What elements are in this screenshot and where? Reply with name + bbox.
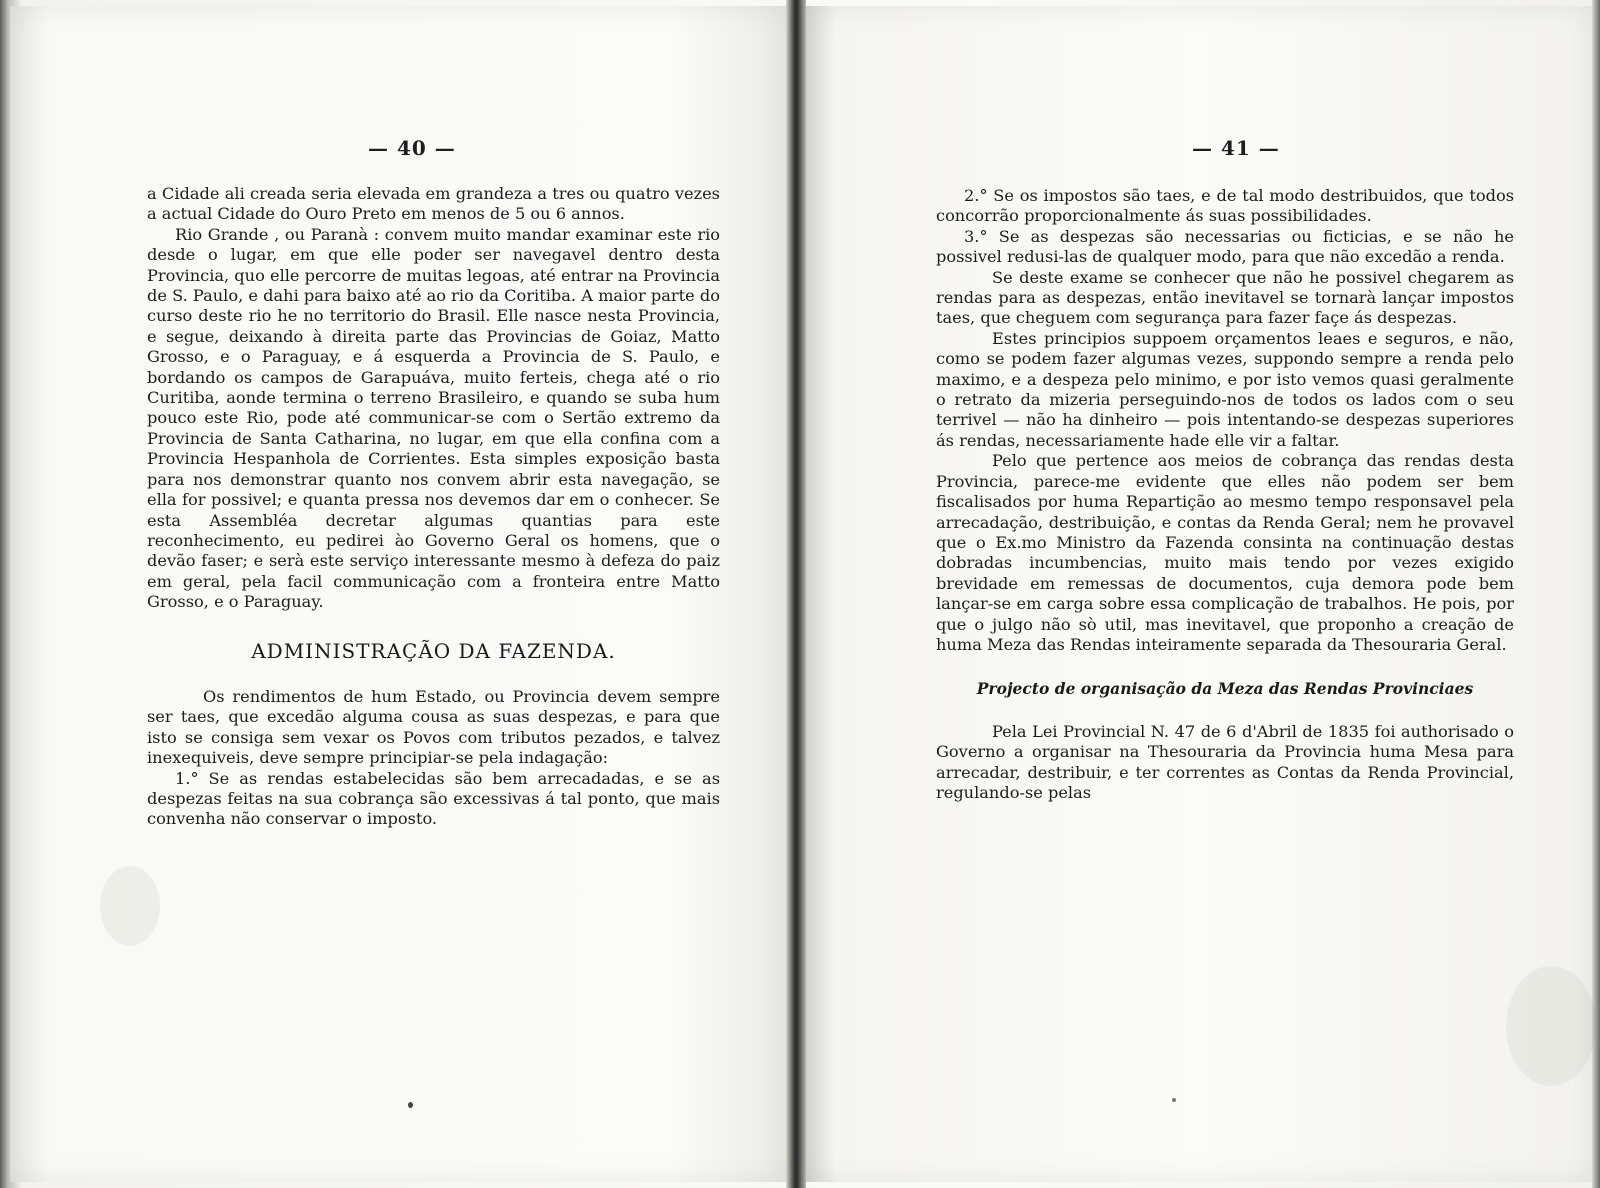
ink-dot <box>1172 1098 1176 1102</box>
paragraph: Pelo que pertence aos meios de cobrança das rendas desta Provincia, parece-me evidente que elles não podem ser bem fiscalisados por huma Repartição ao mesmo tempo responsavel pela arrecadação, destribuição, e contas da Renda Geral; nem he provavel que o Ex.mo Ministro da Fazenda consinta na continuação destas dobradas incumbencias, muito mais tendo por vezes exigido brevidade em remessas de documentos, cuja demora pode bem lançar-se em carga sobre essa complicação de trabalhos. He pois, por que o julgo não sò util, mas inevitavel, que proponho a creação de huma Meza das Rendas inteiramente separada da Thesouraria Geral. <box>936 451 1514 654</box>
paragraph: Os rendimentos de hum Estado, ou Provincia devem sempre ser taes, que excedão alguma cousa as suas despezas, e para que isto se consiga sem vexar os Povos com tributos pezados, e talvez inexequiveis, deve sempre principiar-se pela indagação: <box>147 686 720 768</box>
paragraph: 2.° Se os impostos são taes, e de tal modo destribuidos, que todos concorrão proporcionalmente ás suas possibilidades. <box>936 186 1514 226</box>
paragraph: a Cidade ali creada seria elevada em grandeza a tres ou quatro vezes a actual Cidade do Ouro Preto em menos de 5 ou 6 annos. <box>147 184 720 224</box>
paragraph: Se deste exame se conhecer que não he possivel chegarem as rendas para as despezas, então inevitavel se tornarà lançar impostos taes, que cheguem com segurança para fazer façe ás despezas. <box>936 267 1514 328</box>
section-subheading: Projecto de organisação da Meza das Rendas Provinciaes <box>976 679 1474 699</box>
page-number: — 41 — <box>1192 136 1280 160</box>
left-page <box>10 6 786 1182</box>
paragraph: 3.° Se as despezas são necessarias ou ficticias, e se não he possivel redusi-las de qualquer modo, para que não excedão a renda. <box>936 226 1514 267</box>
section-heading: ADMINISTRAÇÃO DA FAZENDA. <box>251 638 616 663</box>
paper-stain <box>1506 966 1596 1086</box>
ink-dot <box>408 1102 413 1108</box>
right-text-column <box>936 186 1514 803</box>
paper-stain <box>100 866 160 946</box>
paragraph: Estes principios suppoem orçamentos leaes e seguros, e não, como se podem fazer algumas vezes, suppondo sempre a renda pelo maximo, e a despeza pelo minimo, e por isto vemos quasi geralmente o retrato da mizeria perseguindo-nos de todos os lados com o seu terrivel — não ha dinheiro — pois intentando-se despezas superiores ás rendas, necessariamente hade elle vir a faltar. <box>936 328 1514 450</box>
paragraph: Pela Lei Provincial N. 47 de 6 d'Abril de 1835 foi authorisado o Governo a organisar na Thesouraria da Provincia huma Mesa para arrecadar, destribuir, e ter correntes as Contas da Renda Provincial, regulando-se pelas <box>936 721 1514 802</box>
left-text-column <box>147 184 720 830</box>
page-number: — 40 — <box>368 136 456 160</box>
paragraph: 1.° Se as rendas estabelecidas são bem arrecadadas, e se as despezas feitas na sua cobrança são excessivas á tal ponto, que mais convenha não conservar o imposto. <box>147 768 720 829</box>
book-gutter <box>786 0 806 1188</box>
paragraph: Rio Grande , ou Paranà : convem muito mandar examinar este rio desde o lugar, em que elle poder ser navegavel dentro desta Provincia, quo elle percorre de muitas legoas, até entrar na Provincia de S. Paulo, e dahi para baixo até ao rio da Coritiba. A maior parte do curso deste rio he no territorio do Brasil. Elle nasce nesta Provincia, e segue, deixando à direita parte das Provincias de Goiaz, Matto Grosso, e o Paraguay, e á esquerda a Provincia de S. Paulo, e bordando os campos de Garapuáva, muito ferteis, chega até o rio Curitiba, aonde termina o terreno Brasileiro, e quando se suba hum pouco este Rio, pode até communicar-se com o Sertão extremo da Provincia de Santa Catharina, no lugar, em que ella confina com a Provincia Hespanhola de Corrientes. Esta simples exposição basta para nos demonstrar quanto nos convem abrir esta navegação, se ella for possivel; e quanta pressa nos devemos dar em o conhecer. Se esta Assembléa decretar algumas quantias para este reconhecimento, eu pedirei ào Governo Geral os homens, que o devão faser; e serà este serviço interessante mesmo à defeza do paiz em geral, pela facil communicação com a fronteira entre Matto Grosso, e o Paraguay. <box>147 224 721 612</box>
right-page <box>806 6 1592 1182</box>
